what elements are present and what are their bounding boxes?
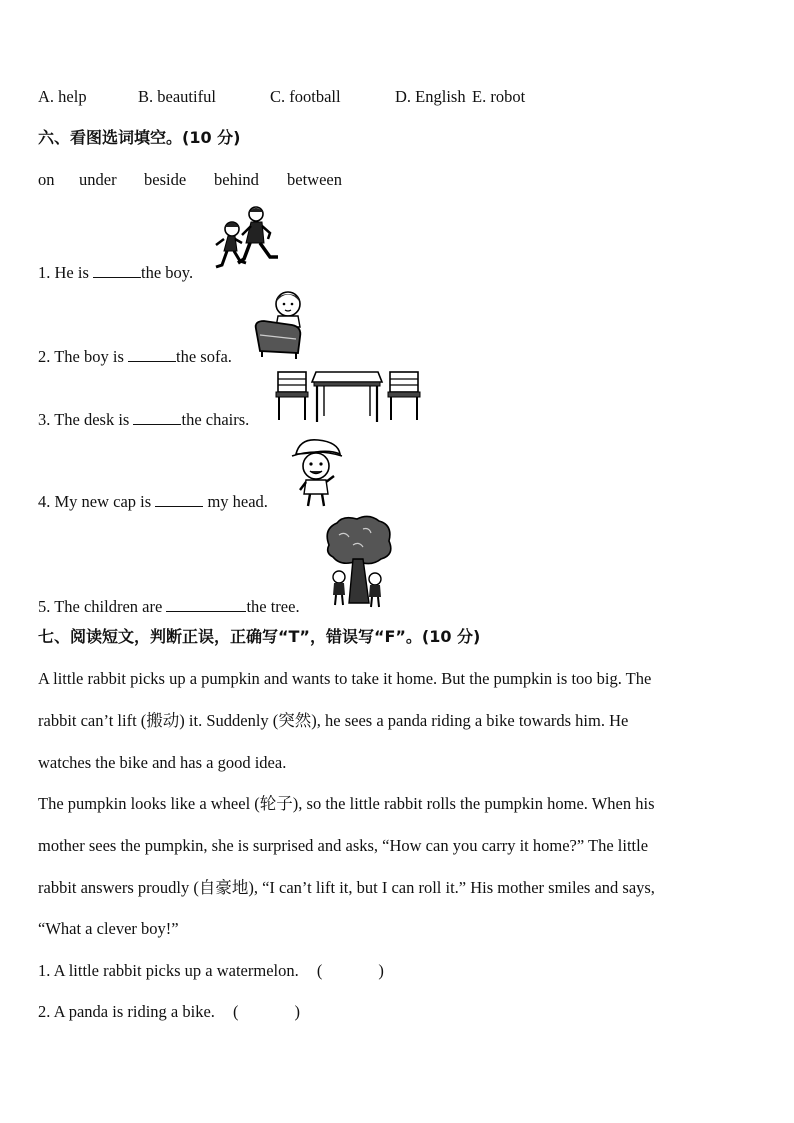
passage-p2-line3: rabbit answers proudly (自豪地), “I can’t lift it, but I can roll it.” His mother smiles and says, <box>38 878 655 897</box>
question-1-paren-close: ) <box>378 961 384 980</box>
item-1-pre: 1. He is <box>38 263 93 282</box>
section6-heading: 六、看图选词填空。(10 分) <box>38 128 241 147</box>
passage-p1-line3: watches the bike and has a good idea. <box>38 753 287 772</box>
item-5-pre: 5. The children are <box>38 597 167 616</box>
question-2 <box>38 1004 300 1021</box>
question-2-paren-close: ) <box>294 1002 301 1021</box>
children-under-tree-picture <box>323 515 395 609</box>
question-2-text: 2. A panda is riding a bike. <box>38 1002 215 1021</box>
passage-p2-line1: The pumpkin looks like a wheel (轮子), so the little rabbit rolls the pumpkin home. When his <box>38 794 655 813</box>
section6-item-2 <box>38 347 232 366</box>
passage-p2-line2: mother sees the pumpkin, she is surprised and asks, “How can you carry it home?” The little <box>38 836 649 855</box>
question-2-paren-open: ( <box>233 1002 239 1021</box>
section6-item-5 <box>38 597 300 616</box>
question-1-paren-open: ( <box>316 961 323 980</box>
section6-item-4 <box>38 492 268 511</box>
running-boys-picture <box>210 205 282 275</box>
section6-item-3 <box>38 410 249 429</box>
word-beside: beside <box>144 170 187 189</box>
item-5-post: the tree. <box>246 597 300 616</box>
boy-with-cap-picture <box>286 436 344 508</box>
item-2-post: the sofa. <box>176 347 232 366</box>
item-3-pre: 3. The desk is <box>38 410 134 429</box>
question-1-text: 1. A little rabbit picks up a watermelon. <box>38 961 299 980</box>
word-behind: behind <box>214 170 259 189</box>
item-4-post: my head. <box>203 492 268 511</box>
word-under: under <box>79 170 117 189</box>
item-4-blank[interactable] <box>155 492 203 507</box>
option-b: B. beautiful <box>138 87 216 106</box>
boy-behind-sofa-picture <box>252 287 308 361</box>
option-e: E. robot <box>472 87 526 106</box>
item-1-blank[interactable] <box>93 263 141 278</box>
section7-heading: 七、阅读短文，判断正误，正确写“T”，错误写“F”。(10 分) <box>38 627 481 646</box>
item-3-post: the chairs. <box>181 410 250 429</box>
section6-item-1 <box>38 263 193 282</box>
option-c: C. football <box>270 87 341 106</box>
item-2-blank[interactable] <box>128 347 176 362</box>
option-d: D. English <box>395 87 466 106</box>
option-a: A. help <box>38 87 87 106</box>
question-1 <box>38 963 384 980</box>
item-3-blank[interactable] <box>133 410 181 425</box>
question-1-answer-box[interactable] <box>317 963 384 980</box>
item-5-blank[interactable] <box>166 597 246 612</box>
desk-between-chairs-picture <box>274 370 422 424</box>
word-between: between <box>287 170 342 189</box>
passage-p1-line1: A little rabbit picks up a pumpkin and wants to take it home. But the pumpkin is too big. The <box>38 669 652 688</box>
item-1-post: the boy. <box>141 263 194 282</box>
passage-p2-line4: “What a clever boy!” <box>38 919 179 938</box>
passage-p1-line2: rabbit can’t lift (搬动) it. Suddenly (突然), he sees a panda riding a bike towards him. He <box>38 711 629 730</box>
question-2-answer-box[interactable] <box>233 1004 300 1021</box>
item-4-pre: 4. My new cap is <box>38 492 156 511</box>
item-2-pre: 2. The boy is <box>38 347 128 366</box>
word-on: on <box>38 170 55 189</box>
